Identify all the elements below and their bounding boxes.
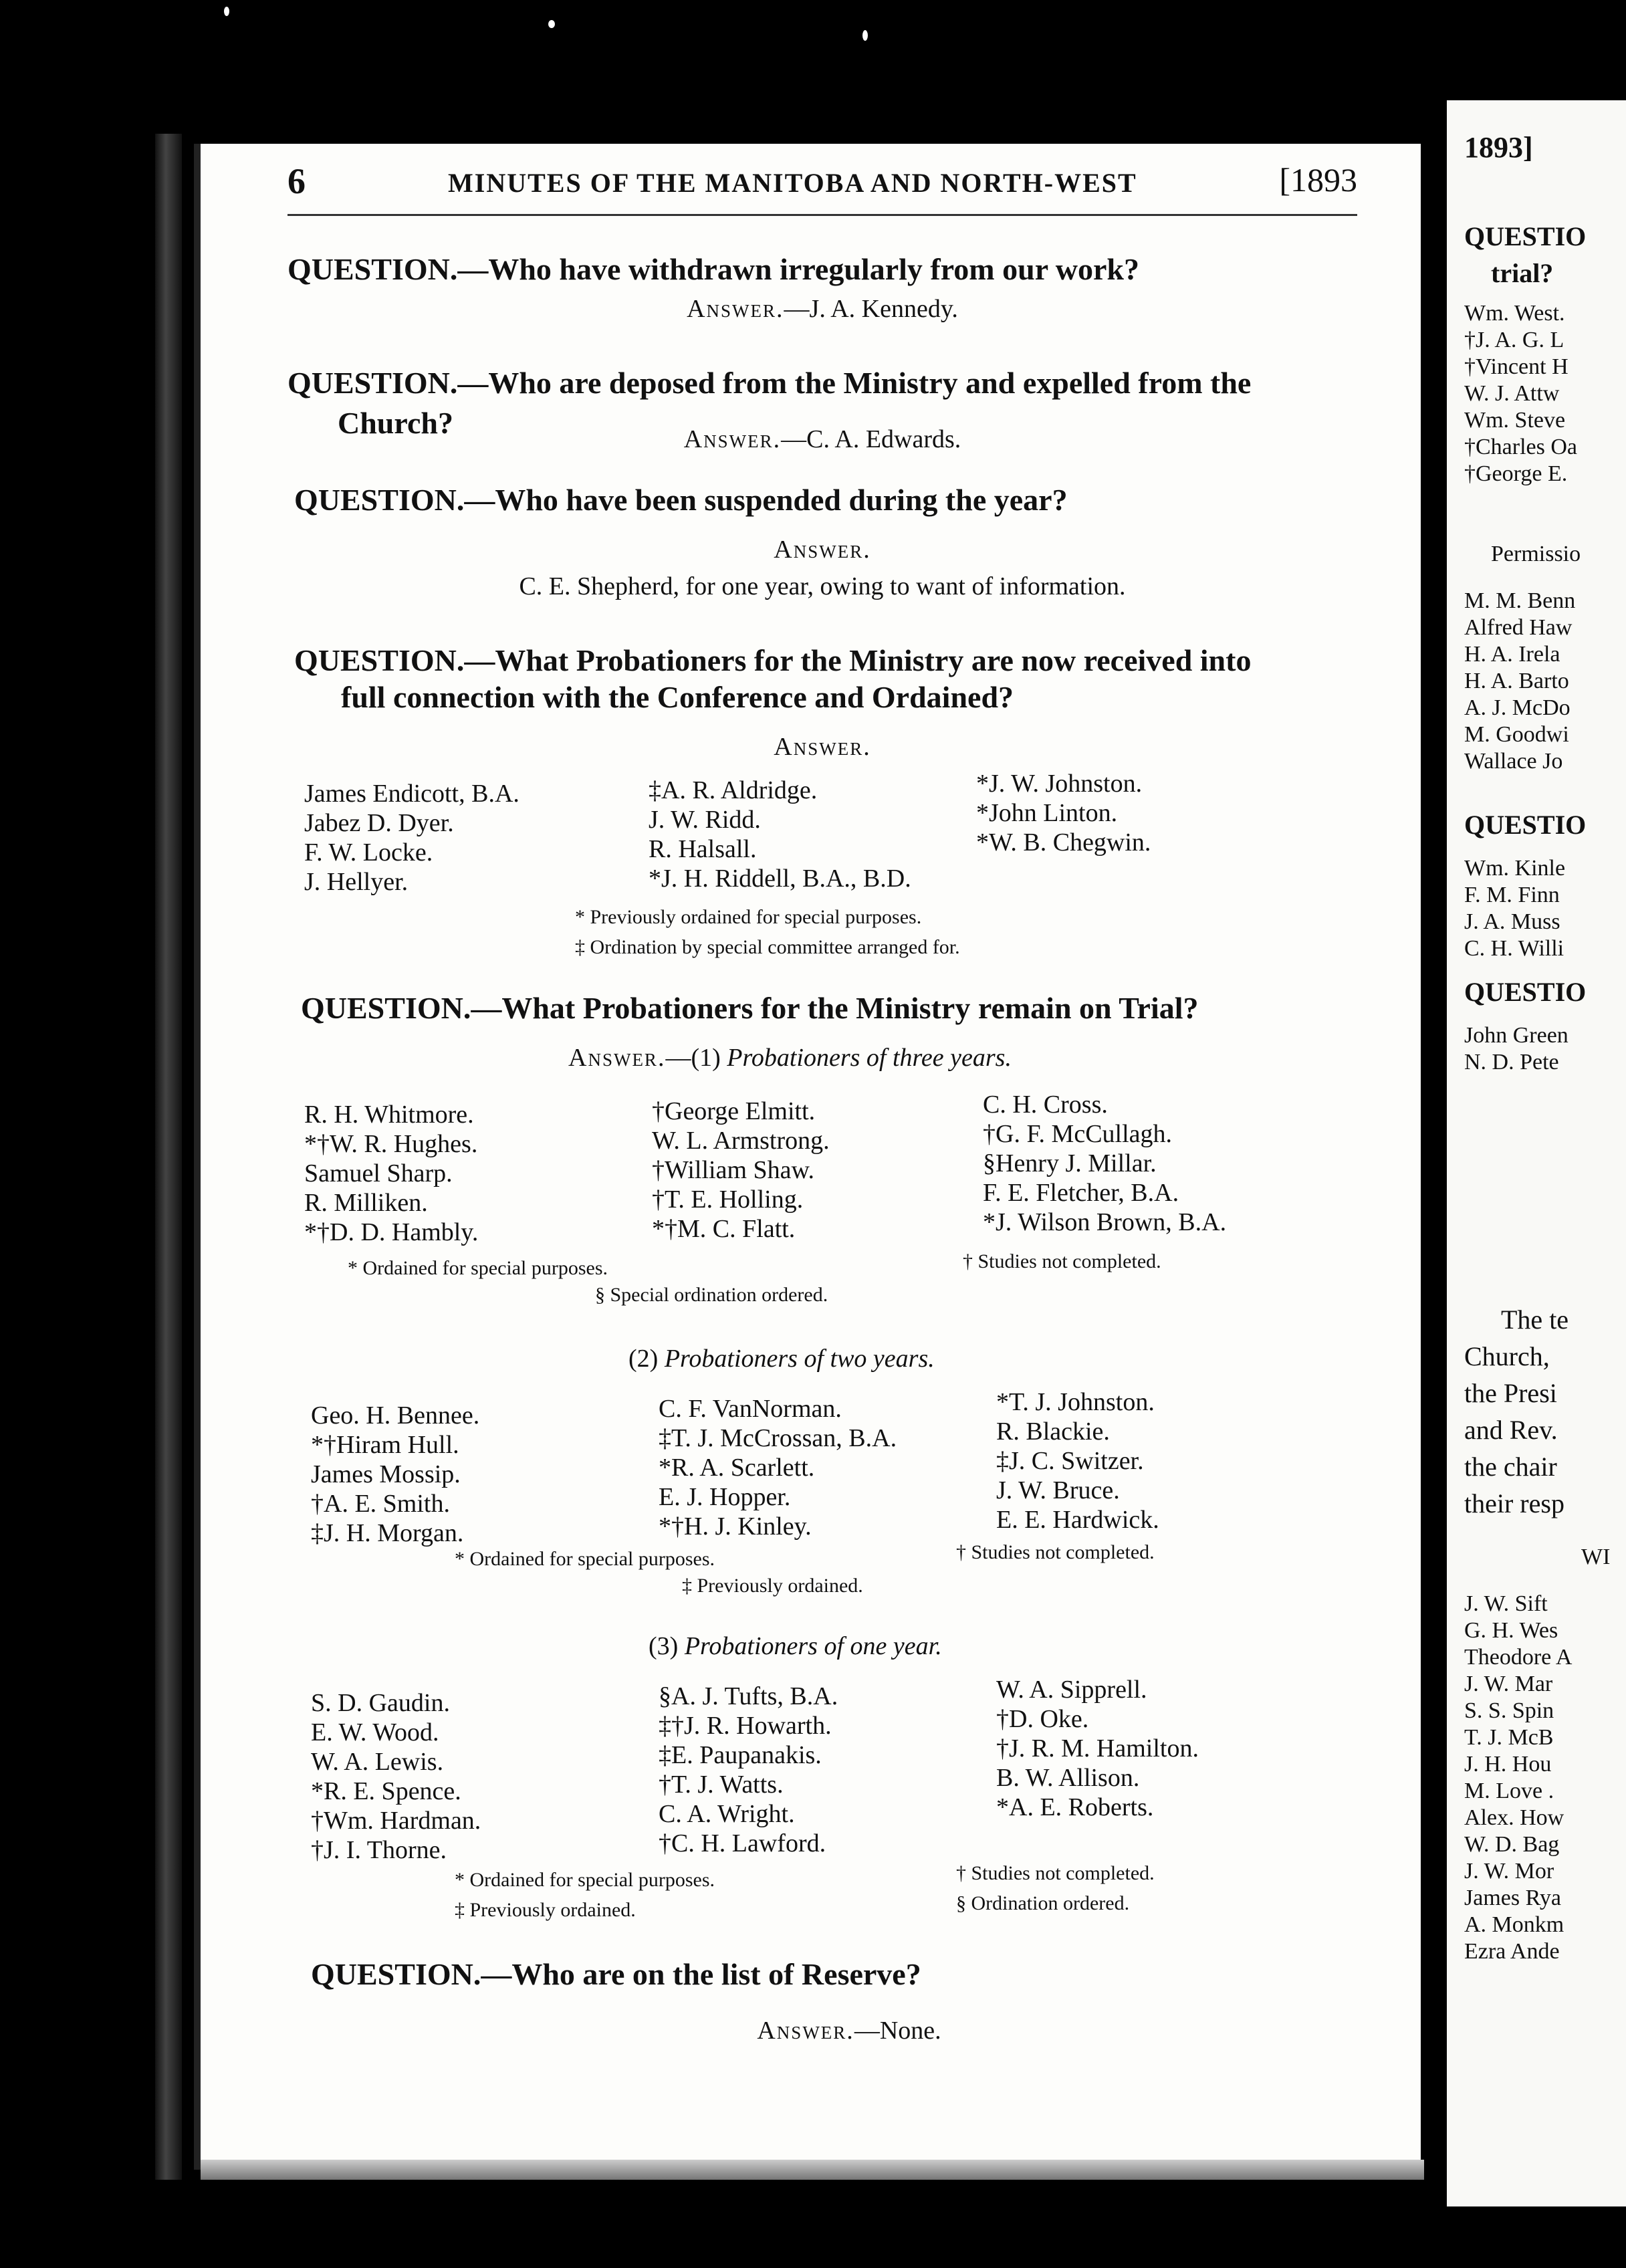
page-number: 6 <box>287 161 306 201</box>
name-entry: †T. E. Holling. <box>652 1185 804 1214</box>
footnote: ‡ Previously ordained. <box>682 1575 863 1597</box>
right-name: J. W. Mor <box>1464 1859 1554 1884</box>
name-entry: †J. R. M. Hamilton. <box>996 1734 1199 1763</box>
answer-full-connection-label: Answer. <box>774 733 871 761</box>
right-name: Ezra Ande <box>1464 1939 1560 1964</box>
right-name: M. Goodwi <box>1464 722 1569 747</box>
header-rule <box>287 214 1357 216</box>
name-entry: †William Shaw. <box>652 1156 814 1184</box>
footnote: § Ordination ordered. <box>956 1892 1130 1914</box>
footnote: ‡ Previously ordained. <box>455 1899 636 1921</box>
one-year-col3 <box>996 1675 1199 1822</box>
right-paragraph-line: their resp <box>1464 1488 1564 1518</box>
name-entry: W. L. Armstrong. <box>652 1127 830 1155</box>
right-name: W. D. Bag <box>1464 1832 1560 1857</box>
right-paragraph-line: the chair <box>1464 1452 1557 1482</box>
name-entry: *John Linton. <box>976 799 1118 827</box>
name-entry: J. Hellyer. <box>304 868 409 896</box>
name-entry: *†W. R. Hughes. <box>304 1130 478 1158</box>
three-years-col3 <box>983 1090 1226 1237</box>
name-entry: ‡A. R. Aldridge. <box>649 776 818 804</box>
film-speck <box>548 20 555 28</box>
right-name: M. M. Benn <box>1464 588 1576 613</box>
name-entry: ‡J. C. Switzer. <box>996 1447 1144 1475</box>
question-full-connection: QUESTION.—What Probationers for the Ministry are now received into <box>294 643 1252 677</box>
right-name: S. S. Spin <box>1464 1698 1554 1723</box>
right-name: James Rya <box>1464 1886 1561 1910</box>
footnote: § Special ordination ordered. <box>595 1284 828 1306</box>
subheading-one-year: (3) Probationers of one year. <box>649 1632 942 1660</box>
name-entry: *A. E. Roberts. <box>996 1793 1154 1821</box>
name-entry: *R. E. Spence. <box>311 1777 461 1805</box>
name-entry: †George Elmitt. <box>652 1097 816 1125</box>
name-entry: †T. J. Watts. <box>659 1771 784 1799</box>
film-speck <box>224 7 229 16</box>
question-reserve: QUESTION.—Who are on the list of Reserve? <box>311 1957 921 1991</box>
question-deposed: QUESTION.—Who are deposed from the Ministry and expelled from the <box>287 366 1252 400</box>
name-entry: E. E. Hardwick. <box>996 1506 1159 1534</box>
right-name: Wm. West. <box>1464 301 1565 326</box>
name-entry: *†D. D. Hambly. <box>304 1218 479 1246</box>
two-years-col1 <box>311 1401 479 1548</box>
question-on-trial: QUESTION.—What Probationers for the Ministry remain on Trial? <box>301 991 1199 1025</box>
right-name: †J. A. G. L <box>1464 328 1564 352</box>
name-entry: R. Milliken. <box>304 1189 428 1217</box>
question-full-connection-cont: full connection with the Conference and Ordained? <box>341 680 1014 714</box>
name-entry: B. W. Allison. <box>996 1764 1140 1792</box>
name-entry: ‡†J. R. Howarth. <box>659 1712 832 1740</box>
book-spine-edge <box>155 134 182 2180</box>
name-entry: S. D. Gaudin. <box>311 1689 450 1717</box>
name-entry: C. F. VanNorman. <box>659 1395 842 1423</box>
question-withdrawn: QUESTION.—Who have withdrawn irregularly from our work? <box>287 252 1140 286</box>
right-name: C. H. Willi <box>1464 936 1564 961</box>
right-name: F. M. Finn <box>1464 883 1560 907</box>
right-name: J. W. Mar <box>1464 1672 1553 1696</box>
right-name: Wallace Jo <box>1464 749 1563 774</box>
name-entry: *†Hiram Hull. <box>311 1431 459 1459</box>
name-entry: §A. J. Tufts, B.A. <box>659 1682 838 1710</box>
running-year: [1893 <box>1279 161 1357 199</box>
right-name: J. A. Muss <box>1464 909 1560 934</box>
subheading-two-years: (2) Probationers of two years. <box>628 1345 935 1373</box>
subheading-three-years: Answer.—(1) Probationers of three years. <box>568 1044 1012 1072</box>
right-running-year: 1893] <box>1464 131 1533 164</box>
name-entry: *J. W. Johnston. <box>976 770 1143 798</box>
page-bottom-edge <box>201 2160 1424 2180</box>
right-name: T. J. McB <box>1464 1725 1554 1750</box>
right-name: †George E. <box>1464 461 1568 486</box>
name-entry: *†M. C. Flatt. <box>652 1215 796 1243</box>
footnote: ‡ Ordination by special committee arranged for. <box>575 936 960 958</box>
name-entry: James Endicott, B.A. <box>304 780 519 808</box>
name-entry: †J. I. Thorne. <box>311 1836 447 1864</box>
right-name: W. J. Attw <box>1464 381 1560 406</box>
two-years-col2 <box>659 1394 897 1541</box>
answer-suspended-text: C. E. Shepherd, for one year, owing to want of information. <box>519 572 1126 600</box>
right-name: M. Love . <box>1464 1779 1554 1803</box>
name-entry: *R. A. Scarlett. <box>659 1454 815 1482</box>
left-page <box>194 144 1421 2170</box>
right-question: QUESTIO <box>1464 977 1587 1007</box>
name-entry: C. H. Cross. <box>983 1091 1108 1119</box>
name-entry: Geo. H. Bennee. <box>311 1401 480 1430</box>
film-speck <box>862 30 868 41</box>
footnote: † Studies not completed. <box>956 1862 1155 1884</box>
right-name: Wm. Steve <box>1464 408 1566 433</box>
name-entry: ‡T. J. McCrossan, B.A. <box>659 1424 897 1452</box>
name-entry: †D. Oke. <box>996 1705 1089 1733</box>
name-entry: *J. Wilson Brown, B.A. <box>983 1208 1227 1236</box>
question-deposed-cont: Church? <box>338 406 453 440</box>
footnote: * Ordained for special purposes. <box>348 1257 608 1279</box>
name-entry: J. W. Ridd. <box>649 806 761 834</box>
right-paragraph-line: Church, <box>1464 1341 1550 1371</box>
name-entry: F. W. Locke. <box>304 838 433 867</box>
name-entry: W. A. Lewis. <box>311 1748 444 1776</box>
name-entry: R. H. Whitmore. <box>304 1101 474 1129</box>
name-entry: J. W. Bruce. <box>996 1476 1120 1504</box>
right-name: G. H. Wes <box>1464 1618 1558 1643</box>
right-name: H. A. Barto <box>1464 669 1569 693</box>
right-permission: Permissio <box>1491 542 1581 566</box>
right-name: H. A. Irela <box>1464 642 1560 667</box>
name-entry: R. Blackie. <box>996 1418 1110 1446</box>
running-title: MINUTES OF THE MANITOBA AND NORTH-WEST <box>448 168 1137 198</box>
name-entry: †C. H. Lawford. <box>659 1829 826 1857</box>
name-entry: C. A. Wright. <box>659 1800 795 1828</box>
three-years-col1 <box>304 1100 478 1247</box>
name-entry: †G. F. McCullagh. <box>983 1120 1173 1148</box>
right-name: Alex. How <box>1464 1805 1564 1830</box>
name-entry: James Mossip. <box>311 1460 461 1488</box>
footnote: † Studies not completed. <box>963 1250 1161 1272</box>
right-paragraph-line: the Presi <box>1464 1378 1557 1408</box>
name-entry: Samuel Sharp. <box>304 1159 453 1187</box>
right-name: Theodore A <box>1464 1645 1573 1670</box>
name-entry: †Wm. Hardman. <box>311 1807 481 1835</box>
right-question-cont: trial? <box>1491 258 1554 288</box>
question-suspended: QUESTION.—Who have been suspended during the year? <box>294 483 1068 517</box>
right-name: †Charles Oa <box>1464 435 1578 459</box>
name-entry: *J. H. Riddell, B.A., B.D. <box>649 865 911 893</box>
right-question: QUESTIO <box>1464 221 1587 251</box>
name-entry: *T. J. Johnston. <box>996 1388 1155 1416</box>
right-name: J. H. Hou <box>1464 1752 1552 1777</box>
right-paragraph-line: and Rev. <box>1464 1415 1558 1445</box>
answer-reserve: Answer.—None. <box>757 2017 941 2045</box>
footnote: * Previously ordained for special purposes. <box>575 906 922 928</box>
right-subheading: WI <box>1581 1545 1611 1569</box>
right-name: John Green <box>1464 1023 1569 1048</box>
full-connection-col2 <box>649 776 911 893</box>
answer-withdrawn: Answer.—J. A. Kennedy. <box>687 295 958 323</box>
name-entry: †A. E. Smith. <box>311 1490 450 1518</box>
name-entry: ‡E. Paupanakis. <box>659 1741 822 1769</box>
answer-suspended-label: Answer. <box>774 536 871 564</box>
two-years-col3 <box>996 1387 1159 1535</box>
name-entry: Jabez D. Dyer. <box>304 809 454 837</box>
right-name: A. Monkm <box>1464 1912 1564 1937</box>
full-connection-col3 <box>976 769 1151 857</box>
name-entry: *†H. J. Kinley. <box>659 1512 812 1541</box>
answer-deposed: Answer.—C. A. Edwards. <box>683 425 961 453</box>
three-years-col2 <box>652 1097 830 1244</box>
right-name: J. W. Sift <box>1464 1591 1548 1616</box>
name-entry: ‡J. H. Morgan. <box>311 1519 464 1547</box>
name-entry: E. J. Hopper. <box>659 1483 791 1511</box>
right-name: Wm. Kinle <box>1464 856 1566 881</box>
name-entry: W. A. Sipprell. <box>996 1676 1147 1704</box>
footnote: * Ordained for special purposes. <box>455 1869 715 1891</box>
footnote: * Ordained for special purposes. <box>455 1548 715 1570</box>
name-entry: R. Halsall. <box>649 835 757 863</box>
left-page-content <box>287 144 1357 2170</box>
right-paragraph-line: The te <box>1501 1305 1569 1335</box>
one-year-col1 <box>311 1688 481 1865</box>
right-name: N. D. Pete <box>1464 1050 1559 1074</box>
right-name: Alfred Haw <box>1464 615 1573 640</box>
running-head <box>287 157 1357 211</box>
one-year-col2 <box>659 1682 838 1858</box>
right-page <box>1437 100 1626 2206</box>
right-name: A. J. McDo <box>1464 695 1571 720</box>
name-entry: *W. B. Chegwin. <box>976 828 1151 857</box>
right-question: QUESTIO <box>1464 810 1587 840</box>
name-entry: F. E. Fletcher, B.A. <box>983 1179 1179 1207</box>
name-entry: E. W. Wood. <box>311 1718 439 1746</box>
full-connection-col1 <box>304 779 519 897</box>
right-name: †Vincent H <box>1464 354 1569 379</box>
name-entry: §Henry J. Millar. <box>983 1149 1157 1177</box>
footnote: † Studies not completed. <box>956 1541 1155 1563</box>
